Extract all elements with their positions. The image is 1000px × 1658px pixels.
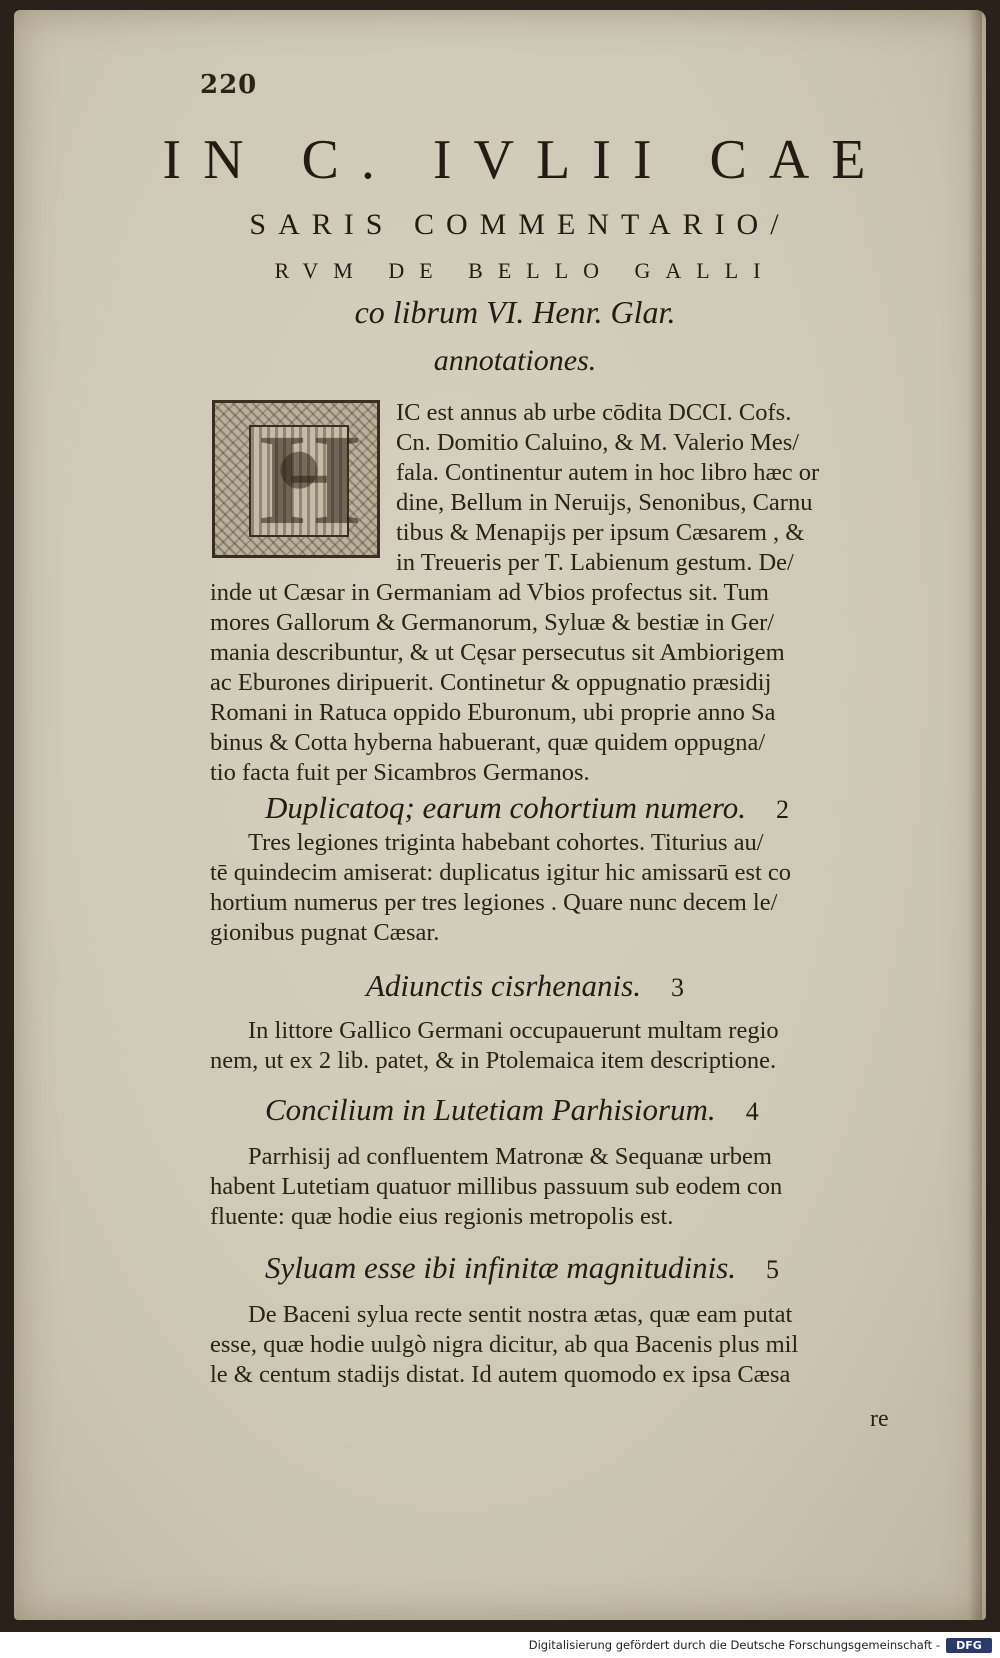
catchword: re	[870, 1406, 889, 1432]
text-line: habent Lutetiam quatuor millibus passuum sub eodem con	[210, 1173, 783, 1200]
section-paragraph-5	[210, 1300, 798, 1390]
text-line: IC est annus ab urbe cōdita DCCI. Cofs.	[396, 399, 792, 426]
text-line: fluente: quæ hodie eius regionis metropolis est.	[210, 1203, 674, 1230]
initial-letter: H	[259, 408, 361, 552]
text-line: Parrhisij ad confluentem Matronæ & Sequanæ urbem	[248, 1143, 772, 1170]
section-heading-5	[265, 1250, 779, 1286]
intro-paragraph	[210, 398, 819, 788]
text-line: mania describuntur, & ut Cęsar persecutus sit Ambiorigem	[210, 639, 785, 666]
funding-credit: Digitalisierung gefördert durch die Deutsche Forschungsgemeinschaft -	[528, 1638, 940, 1652]
section-heading-2	[265, 790, 789, 826]
text-line: esse, quæ hodie uulgò nigra dicitur, ab qua Bacenis plus mil	[210, 1331, 799, 1358]
text-line: mores Gallorum & Germanorum, Syluæ & bestiæ in Ger/	[210, 609, 775, 636]
heading-text: Duplicatoq; earum cohortium numero.	[265, 790, 747, 825]
text-line: Tres legiones triginta habebant cohortes. Titurius au/	[248, 829, 764, 856]
title-line-4: co librum VI. Henr. Glar.	[354, 294, 676, 330]
page-edge-shadow	[968, 10, 982, 1620]
page-number: 220	[200, 70, 258, 100]
text-line: nem, ut ex 2 lib. patet, & in Ptolemaica item descriptione.	[210, 1047, 777, 1074]
text-line: Cn. Domitio Caluino, & M. Valerio Mes/	[396, 429, 800, 456]
text-line: in Treueris per T. Labienum gestum. De/	[396, 549, 794, 576]
text-line: hortium numerus per tres legiones . Quare nunc decem le/	[210, 889, 778, 916]
text-line: tibus & Menapijs per ipsum Cæsarem , &	[396, 519, 805, 546]
text-line: tē quindecim amiserat: duplicatus igitur hic amissarū est co	[210, 859, 792, 886]
text-line: ac Eburones diripuerit. Continetur & oppugnatio præsidij	[210, 669, 772, 696]
text-line: fala. Continentur autem in hoc libro hæc or	[396, 459, 820, 486]
heading-text: Concilium in Lutetiam Parhisiorum.	[265, 1092, 716, 1127]
section-heading-3	[366, 968, 684, 1004]
heading-text: Adiunctis cisrhenanis.	[366, 968, 641, 1003]
text-line: gionibus pugnat Cæsar.	[210, 919, 440, 946]
heading-number: 2	[776, 795, 790, 824]
text-line: tio facta fuit per Sicambros Germanos.	[210, 759, 590, 786]
text-line: In littore Gallico Germani occupauerunt multam regio	[248, 1017, 779, 1044]
heading-text: Syluam esse ibi infinitæ magnitudinis.	[265, 1250, 737, 1285]
title-line-5: annotationes.	[433, 344, 597, 377]
title-line-2: SARIS COMMENTARIO/	[249, 208, 791, 241]
text-line: De Baceni sylua recte sentit nostra ætas, quæ eam putat	[248, 1301, 793, 1328]
title-line-1: IN C. IVLII CAE	[162, 129, 888, 191]
digitization-footer	[0, 1632, 1000, 1658]
text-line: le & centum stadijs distat. Id autem quomodo ex ipsa Cæsa	[210, 1361, 791, 1388]
heading-number: 3	[670, 973, 684, 1002]
text-line: Romani in Ratuca oppido Eburonum, ubi proprie anno Sa	[210, 699, 776, 726]
text-line: binus & Cotta hyberna habuerant, quæ quidem oppugna/	[210, 729, 766, 756]
dfg-logo: DFG	[946, 1638, 992, 1653]
section-paragraph-2	[210, 828, 791, 948]
section-paragraph-4	[210, 1142, 782, 1232]
heading-number: 4	[745, 1097, 759, 1126]
section-heading-4	[265, 1092, 759, 1128]
section-paragraph-3	[210, 1016, 779, 1076]
text-line: inde ut Cæsar in Germaniam ad Vbios profectus sit. Tum	[210, 579, 769, 606]
text-line: dine, Bellum in Neruijs, Senonibus, Carnu	[396, 489, 813, 516]
heading-number: 5	[766, 1255, 780, 1284]
title-line-3: RVM DE BELLO GALLI	[274, 258, 776, 283]
